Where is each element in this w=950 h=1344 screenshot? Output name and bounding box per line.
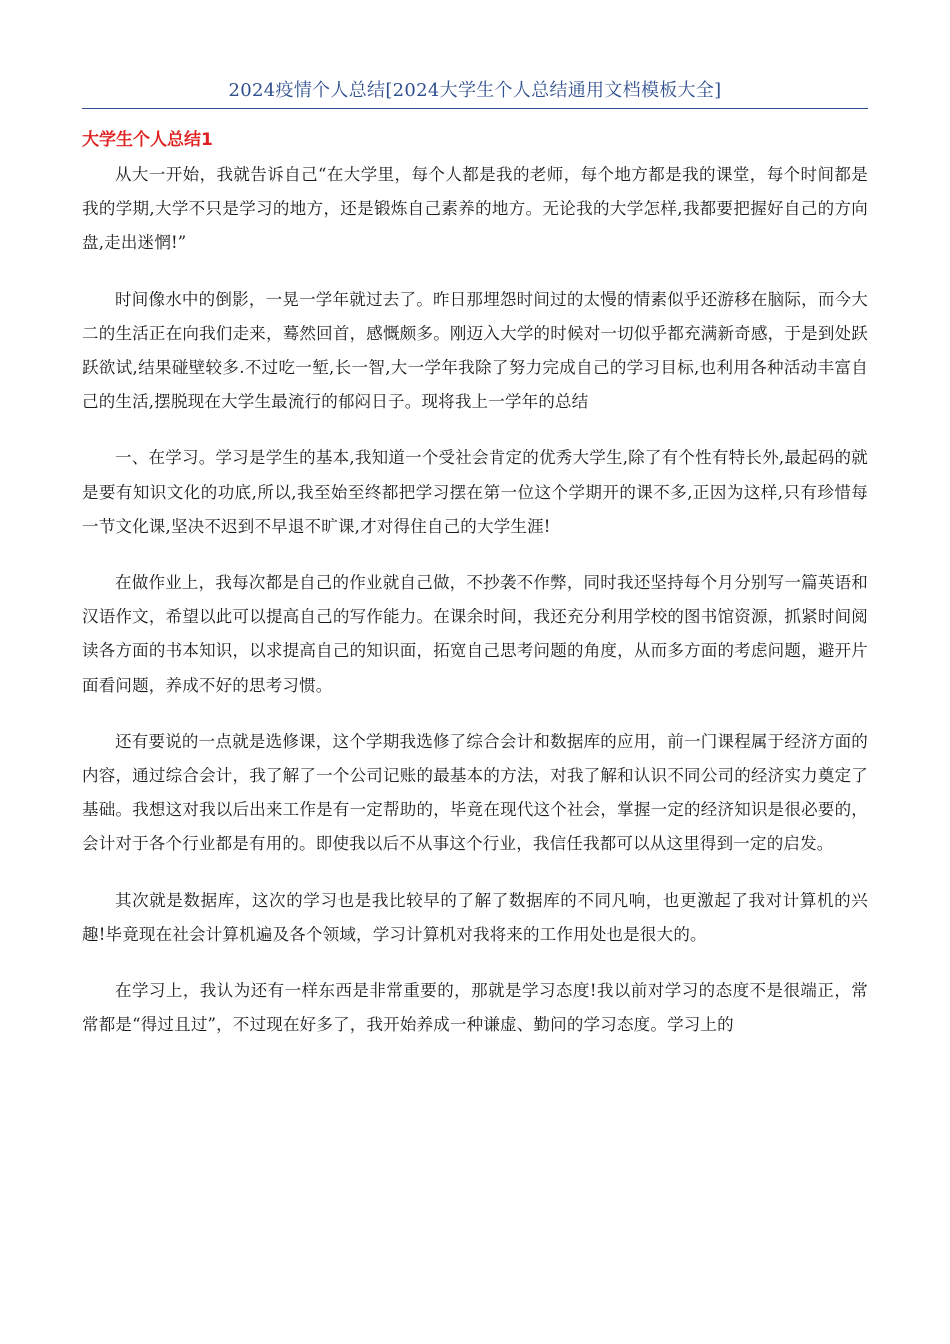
- paragraph-attitude: 在学习上，我认为还有一样东西是非常重要的，那就是学习态度!我以前对学习的态度不是很端正，常常都是“得过且过”，不过现在好多了，我开始养成一种谦虚、勤问的学习态度。学习上的: [82, 981, 868, 1035]
- paragraph-intro: 从大一开始，我就告诉自己“在大学里，每个人都是我的老师，每个地方都是我的课堂，每个时间都是我的学期,大学不只是学习的地方，还是锻炼自己素养的地方。无论我的大学怎样,我都要把握好自己的方向盘,走出迷惘!”: [82, 165, 868, 253]
- paragraph-database: 其次就是数据库，这次的学习也是我比较早的了解了数据库的不同凡响，也更激起了我对计算机的兴趣!毕竟现在社会计算机遍及各个领域，学习计算机对我将来的工作用处也是很大的。: [82, 890, 868, 944]
- section-heading: 大学生个人总结1: [82, 130, 213, 150]
- paragraph-time-reflection: 时间像水中的倒影，一晃一学年就过去了。昨日那埋怨时间过的太慢的情素似乎还游移在脑际，而今大二的生活正在向我们走来，蓦然回首，感慨颇多。刚迈入大学的时候对一切似乎都充满新奇感，于是到处跃跃欲试,结果碰壁较多.不过吃一堑,长一智,大一学年我除了努力完成自己的学习目标,也利用各种活动丰富自己的生活,摆脱现在大学生最流行的郁闷日子。现将我上一学年的总结: [82, 289, 868, 412]
- document-title: 2024疫情个人总结[2024大学生个人总结通用文档模板大全]: [228, 80, 722, 101]
- document-body: [82, 158, 868, 1064]
- paragraph-study: 一、在学习。学习是学生的基本,我知道一个受社会肯定的优秀大学生,除了有个性有特长外,最起码的就是要有知识文化的功底,所以,我至始至终都把学习摆在第一位这个学期开的课不多,正因为这样,只有珍惜每一节文化课,坚决不迟到不早退不旷课,才对得住自己的大学生涯!: [82, 448, 868, 536]
- paragraph-electives: 还有要说的一点就是选修课，这个学期我选修了综合会计和数据库的应用，前一门课程属于经济方面的内容，通过综合会计，我了解了一个公司记账的最基本的方法，对我了解和认识不同公司的经济实力奠定了基础。我想这对我以后出来工作是有一定帮助的，毕竟在现代这个社会，掌握一定的经济知识是很必要的，会计对于各个行业都是有用的。即使我以后不从事这个行业，我信任我都可以从这里得到一定的启发。: [82, 731, 868, 854]
- document-header: [82, 78, 868, 109]
- paragraph-homework: 在做作业上，我每次都是自己的作业就自己做，不抄袭不作弊，同时我还坚持每个月分别写一篇英语和汉语作文，希望以此可以提高自己的写作能力。在课余时间，我还充分利用学校的图书馆资源，抓紧时间阅读各方面的书本知识，以求提高自己的知识面，拓宽自己思考问题的角度，从而多方面的考虑问题，避开片面看问题，养成不好的思考习惯。: [82, 573, 868, 695]
